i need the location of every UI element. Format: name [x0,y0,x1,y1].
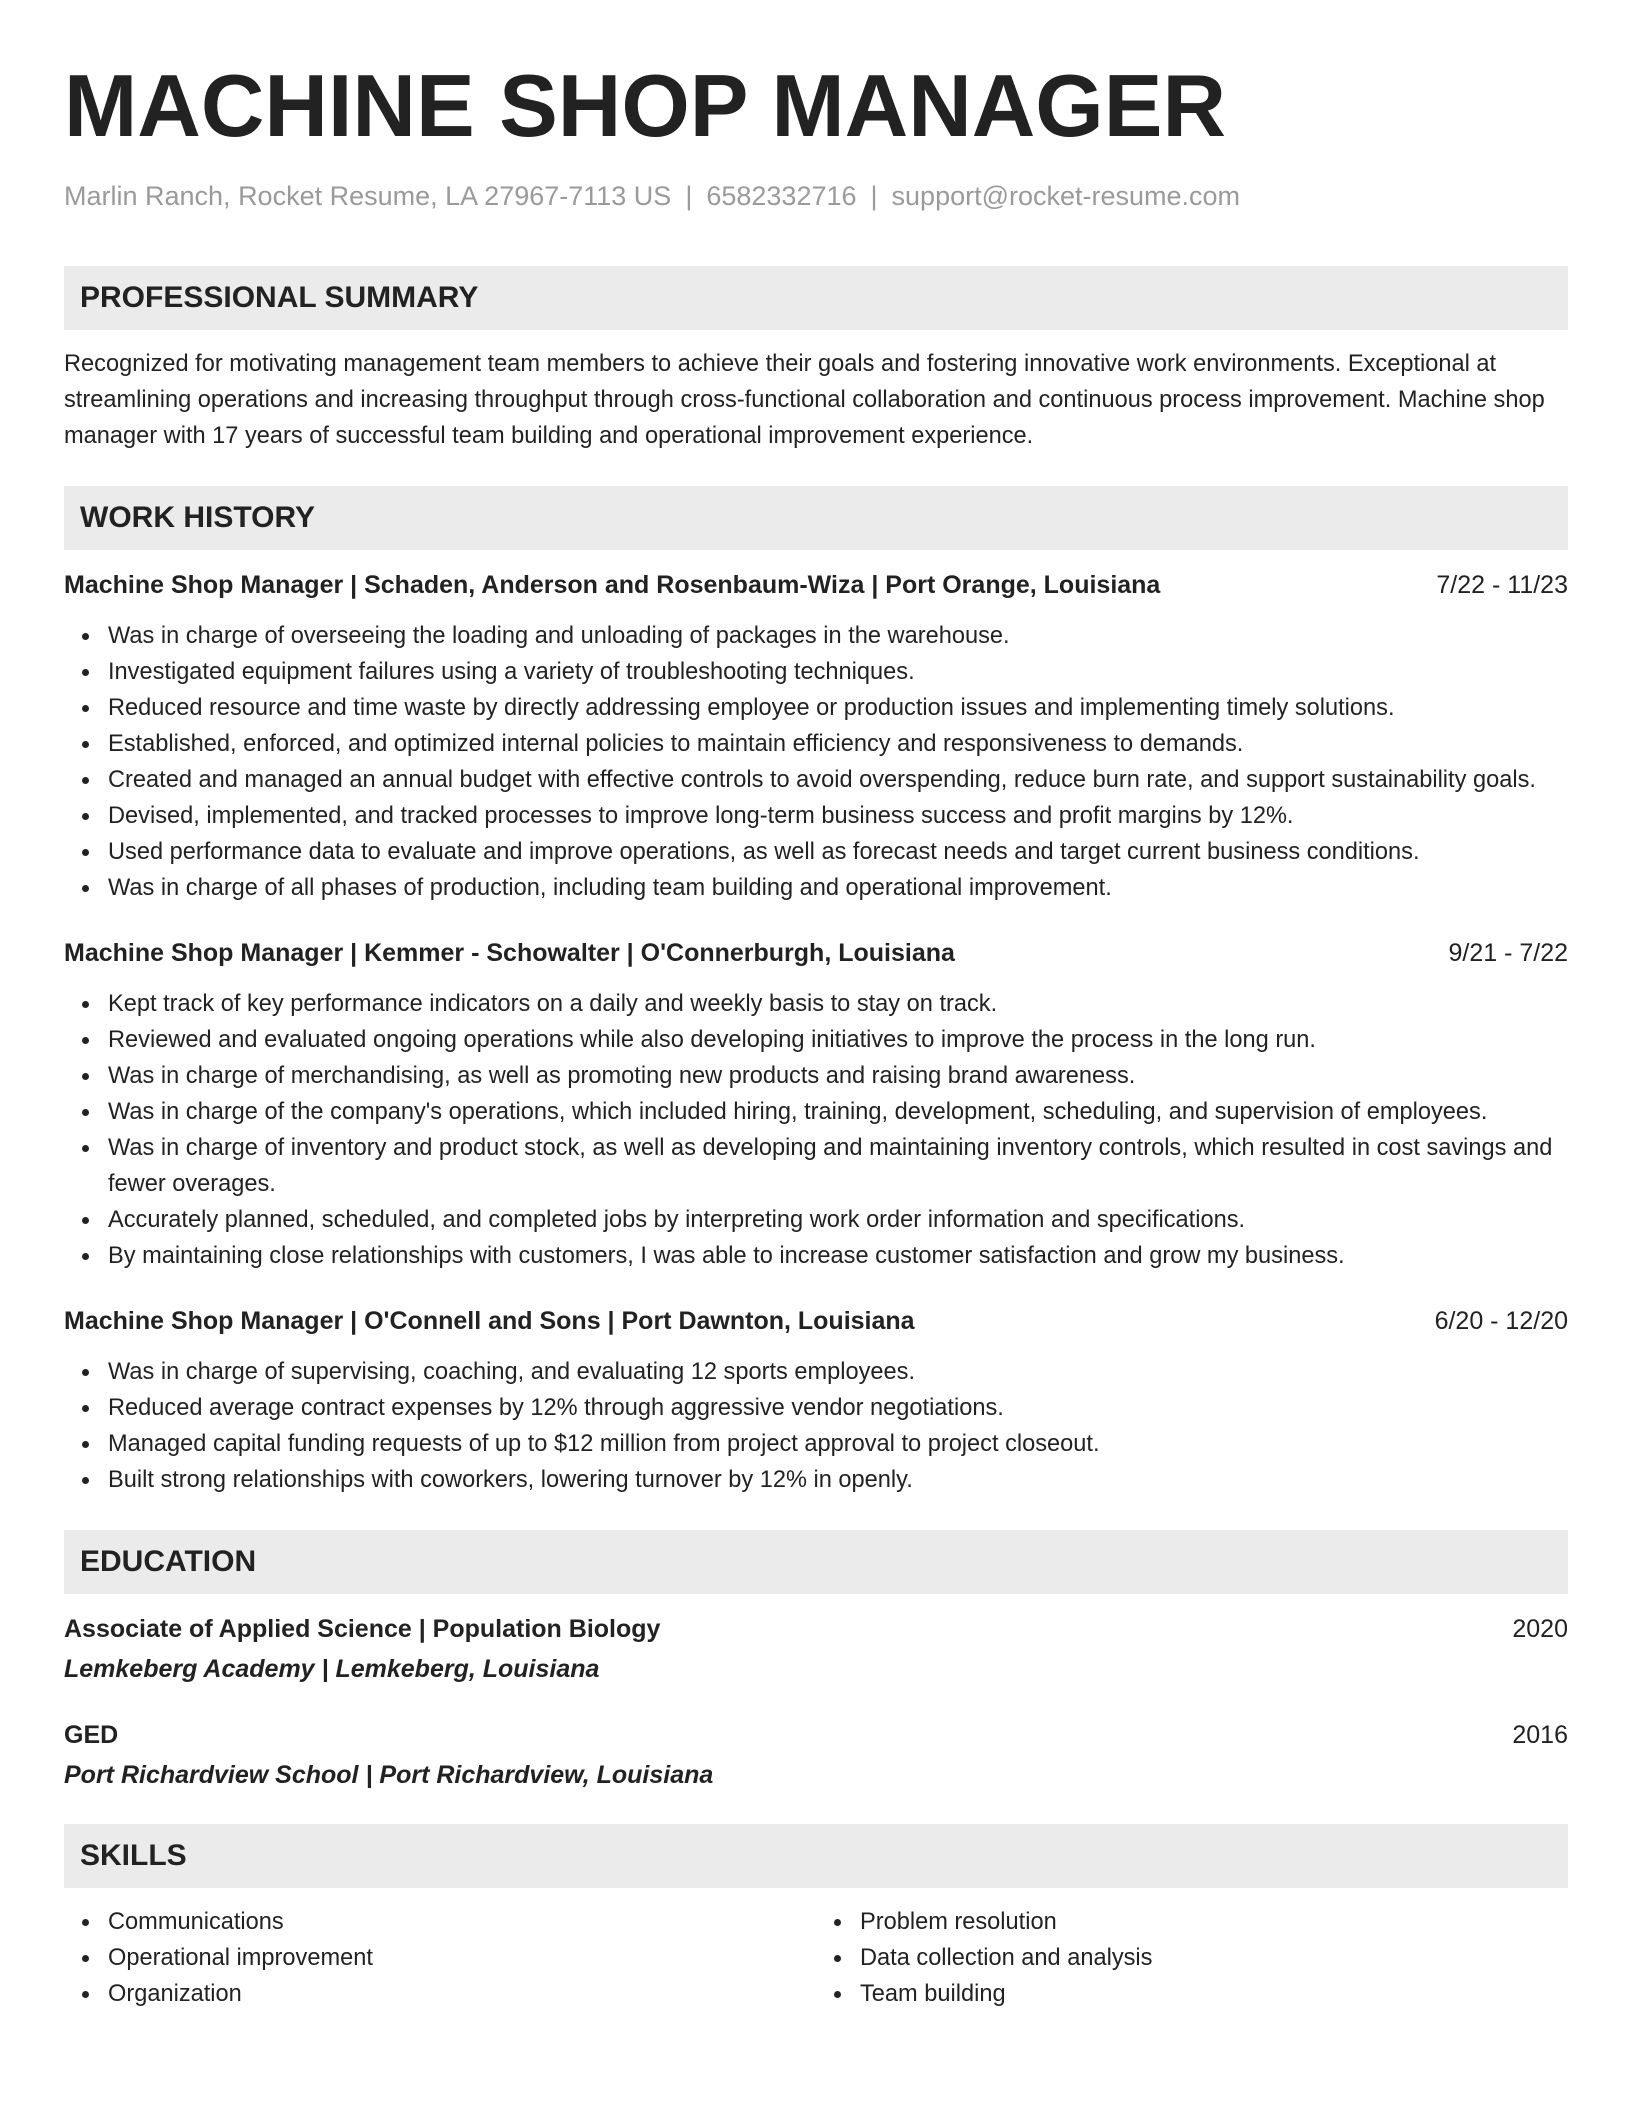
duty-item: Established, enforced, and optimized internal policies to maintain efficiency and responsiveness to demands. [108,726,1568,762]
duty-item: Devised, implemented, and tracked processes to improve long-term business success and profit margins by 12%. [108,798,1568,834]
duty-item: Was in charge of merchandising, as well as promoting new products and raising brand awareness. [108,1058,1568,1094]
job-entry [64,568,1568,906]
education-entry [64,1718,1568,1792]
job-duties [64,986,1568,1274]
job-dates: 9/21 - 7/22 [1448,939,1568,968]
job-dates: 7/22 - 11/23 [1436,571,1568,600]
duty-item: Reviewed and evaluated ongoing operations while also developing initiatives to improve the process in the long run. [108,1022,1568,1058]
contact-separator: | [870,181,878,211]
summary-text: Recognized for motivating management team members to achieve their goals and fostering innovative work environments. Exceptional at streamlining operations and increasing throughput through cross-functional collaboration and continuous process improvement. Machine shop manager with 17 years of successful team building and operational improvement experience. [64,351,1545,450]
contact-email: support@rocket-resume.com [891,181,1241,211]
duty-item: By maintaining close relationships with customers, I was able to increase customer satisfaction and grow my business. [108,1238,1568,1274]
skill-item: Team building [860,1976,1568,2012]
skill-item: Communications [108,1904,816,1940]
duty-item: Created and managed an annual budget with effective controls to avoid overspending, reduce burn rate, and support sustainability goals. [108,762,1568,798]
skills-column-left [64,1904,816,2012]
job-header [64,936,1568,970]
duty-item: Was in charge of overseeing the loading and unloading of packages in the warehouse. [108,618,1568,654]
graduation-year: 2016 [1512,1721,1568,1750]
graduation-year: 2020 [1512,1615,1568,1644]
duty-item: Reduced average contract expenses by 12% through aggressive vendor negotiations. [108,1390,1568,1426]
degree-name: Associate of Applied Science | Population Biology [64,1615,661,1644]
contact-separator: | [685,181,693,211]
skill-item: Data collection and analysis [860,1940,1568,1976]
job-entry [64,1304,1568,1498]
duty-item: Managed capital funding requests of up to $12 million from project approval to project closeout. [108,1426,1568,1462]
duty-item: Accurately planned, scheduled, and completed jobs by interpreting work order information and specifications. [108,1202,1568,1238]
job-title: Machine Shop Manager | O'Connell and Sons | Port Dawnton, Louisiana [64,1307,915,1336]
education-header [64,1612,1568,1646]
section-heading-summary: PROFESSIONAL SUMMARY [64,266,1568,330]
skills-column-right [816,1904,1568,2012]
section-heading-education: EDUCATION [64,1530,1568,1594]
education-entry [64,1612,1568,1686]
section-heading-skills: SKILLS [64,1824,1568,1888]
job-duties [64,1354,1568,1498]
duty-item: Built strong relationships with coworkers, lowering turnover by 12% in openly. [108,1462,1568,1498]
degree-name: GED [64,1721,119,1750]
candidate-title: MACHINE SHOP MANAGER [64,56,1227,155]
job-duties [64,618,1568,906]
contact-line [64,180,1568,212]
skill-item: Organization [108,1976,816,2012]
duty-item: Investigated equipment failures using a variety of troubleshooting techniques. [108,654,1568,690]
duty-item: Reduced resource and time waste by directly addressing employee or production issues and implementing timely solutions. [108,690,1568,726]
duty-item: Kept track of key performance indicators on a daily and weekly basis to stay on track. [108,986,1568,1022]
job-header [64,568,1568,602]
job-title: Machine Shop Manager | Schaden, Anderson and Rosenbaum-Wiza | Port Orange, Louisiana [64,571,1161,600]
education-header [64,1718,1568,1752]
contact-phone: 6582332716 [706,181,857,211]
duty-item: Was in charge of supervising, coaching, and evaluating 12 sports employees. [108,1354,1568,1390]
job-title: Machine Shop Manager | Kemmer - Schowalter | O'Connerburgh, Louisiana [64,939,955,968]
duty-item: Used performance data to evaluate and improve operations, as well as forecast needs and target current business conditions. [108,834,1568,870]
school-name: Lemkeberg Academy | Lemkeberg, Louisiana [64,1655,600,1684]
skill-item: Operational improvement [108,1940,816,1976]
duty-item: Was in charge of inventory and product stock, as well as developing and maintaining inventory controls, which resulted in cost savings and fewer overages. [108,1130,1568,1202]
contact-address: Marlin Ranch, Rocket Resume, LA 27967-7113 US [64,181,672,211]
skill-item: Problem resolution [860,1904,1568,1940]
school-name: Port Richardview School | Port Richardview, Louisiana [64,1761,714,1790]
duty-item: Was in charge of all phases of production, including team building and operational improvement. [108,870,1568,906]
job-header [64,1304,1568,1338]
job-entry [64,936,1568,1274]
duty-item: Was in charge of the company's operations, which included hiring, training, development, scheduling, and supervision of employees. [108,1094,1568,1130]
job-dates: 6/20 - 12/20 [1434,1307,1568,1336]
skills-list [64,1904,1568,2012]
section-heading-work-history: WORK HISTORY [64,486,1568,550]
